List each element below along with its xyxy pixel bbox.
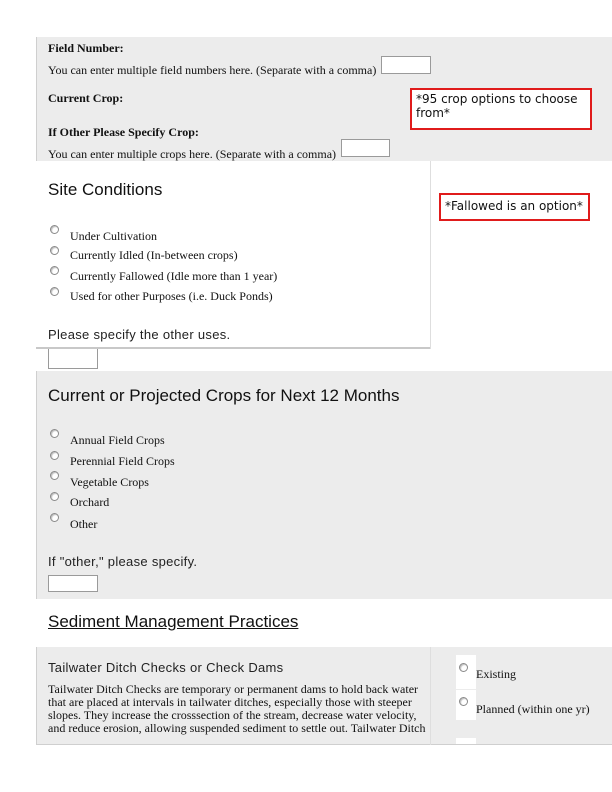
other-crop-label: If Other Please Specify Crop: xyxy=(48,125,199,139)
option-label: Currently Fallowed (Idle more than 1 year) xyxy=(70,269,278,283)
current-crop-label: Current Crop: xyxy=(48,91,124,105)
radio-currently-fallowed[interactable] xyxy=(50,266,59,275)
status-radio-cell xyxy=(456,738,476,744)
option-label: Used for other Purposes (i.e. Duck Ponds) xyxy=(70,289,273,303)
radio-currently-idled[interactable] xyxy=(50,246,59,255)
option-label: Under Cultivation xyxy=(70,229,157,243)
tailwater-left-border xyxy=(36,647,37,745)
other-crop-specify-input[interactable] xyxy=(48,575,98,592)
field-number-help: You can enter multiple field numbers here. (Separate with a comma) xyxy=(48,63,377,77)
option-label: Currently Idled (In-between crops) xyxy=(70,248,238,262)
other-uses-label: Please specify the other uses. xyxy=(48,327,231,342)
status-planned-label: Planned (within one yr) xyxy=(476,702,590,716)
radio-existing[interactable] xyxy=(459,663,468,672)
sediment-title: Sediment Management Practices xyxy=(48,612,299,631)
projected-left-border xyxy=(36,371,37,599)
option-label: Other xyxy=(70,517,98,531)
radio-other[interactable] xyxy=(50,513,59,522)
radio-vegetable-crops[interactable] xyxy=(50,471,59,480)
radio-orchard[interactable] xyxy=(50,492,59,501)
other-crop-input[interactable] xyxy=(341,139,390,157)
radio-under-cultivation[interactable] xyxy=(50,225,59,234)
radio-planned[interactable] xyxy=(459,697,468,706)
site-right-border xyxy=(430,161,431,349)
radio-annual-field-crops[interactable] xyxy=(50,429,59,438)
status-radio-cell xyxy=(456,655,476,689)
projected-crops-title: Current or Projected Crops for Next 12 Months xyxy=(48,386,400,405)
option-label: Orchard xyxy=(70,495,110,509)
field-number-input[interactable] xyxy=(381,56,431,74)
other-uses-input[interactable] xyxy=(48,349,98,369)
other-crop-help: You can enter multiple crops here. (Separate with a comma) xyxy=(48,147,337,161)
tailwater-bottom-border xyxy=(36,744,612,745)
other-crop-specify-label: If "other," please specify. xyxy=(48,554,198,569)
radio-other-purposes[interactable] xyxy=(50,287,59,296)
radio-perennial-field-crops[interactable] xyxy=(50,451,59,460)
practice-description: Tailwater Ditch Checks are temporary or permanent dams to hold back water that are placed at intervals in tailwater ditches, especially those with steeper slopes. They increase the crosssection of the stream, decrease water velocity, and reduce erosion, allowing suspended sediment to settle out. Tailwater Ditch xyxy=(48,682,426,735)
option-label: Annual Field Crops xyxy=(70,433,165,447)
status-existing-label: Existing xyxy=(476,667,517,681)
fallowed-callout: *Fallowed is an option* xyxy=(439,193,590,221)
top-left-border xyxy=(36,37,37,161)
site-conditions-title: Site Conditions xyxy=(48,180,163,199)
option-label: Perennial Field Crops xyxy=(70,454,175,468)
crop-options-callout: *95 crop options to choose from* xyxy=(410,88,592,130)
field-number-label: Field Number: xyxy=(48,41,124,55)
option-label: Vegetable Crops xyxy=(70,475,149,489)
practice-title: Tailwater Ditch Checks or Check Dams xyxy=(48,660,284,675)
